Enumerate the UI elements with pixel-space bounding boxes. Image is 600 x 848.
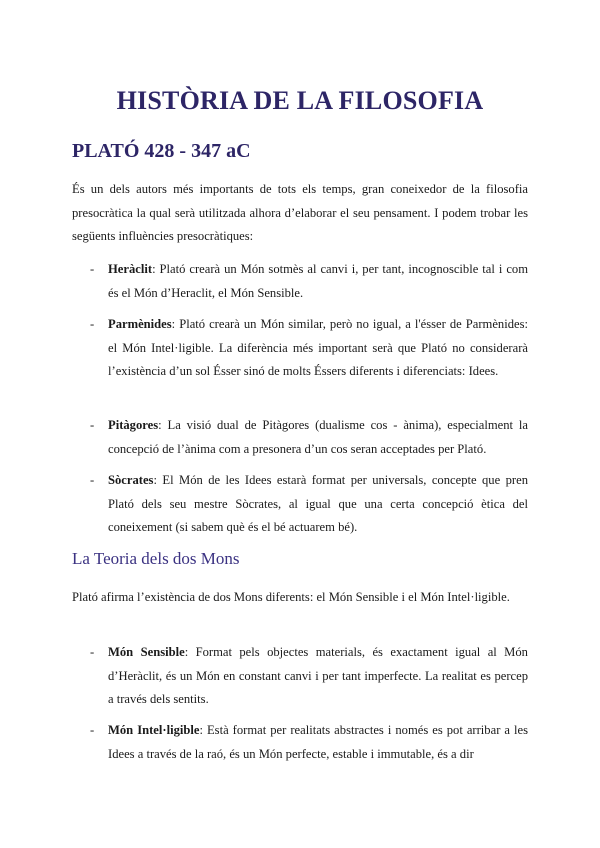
list-item-mon-intelligible bbox=[90, 719, 528, 766]
term-description: : Està format per realitats abstractes i només es pot arribar a les Idees a través de la raó, és un Món perfecte, estable i immutable, és a dir bbox=[108, 723, 528, 761]
list-item-heraclit bbox=[90, 258, 528, 305]
term-description: : Plató crearà un Món sotmès al canvi i, per tant, incognoscible tal i com és el Món d’Heraclit, el Món Sensible. bbox=[108, 262, 528, 300]
list-item-mon-sensible bbox=[90, 641, 528, 712]
list-dash: - bbox=[90, 723, 95, 737]
term-description: : Format pels objectes materials, és exactament igual al Món d’Heràclit, és un Món en constant canvi i per tant imperfecte. La realitat es percep a través dels sentits. bbox=[108, 645, 528, 706]
document-title: HISTÒRIA DE LA FILOSOFIA bbox=[116, 86, 484, 115]
list-dash: - bbox=[90, 418, 95, 432]
subsection-heading: La Teoria dels dos Mons bbox=[72, 549, 240, 568]
term: Pitàgores bbox=[108, 418, 159, 432]
term: Parmènides bbox=[108, 317, 172, 331]
list-item-parmenides bbox=[90, 313, 528, 384]
list-dash: - bbox=[90, 645, 95, 659]
list-dash: - bbox=[90, 473, 95, 487]
list-dash: - bbox=[90, 262, 95, 276]
intro-paragraph: És un dels autors més importants de tots els temps, gran coneixedor de la filosofia presocràtica la qual serà utilitzada alhora d’elaborar el seu pensament. I podem trobar les següents influències presocràtiques: bbox=[72, 182, 528, 243]
term: Heràclit bbox=[108, 262, 153, 276]
worlds-intro-paragraph: Plató afirma l’existència de dos Mons diferents: el Món Sensible i el Món Intel·ligible. bbox=[72, 590, 510, 604]
list-dash: - bbox=[90, 317, 95, 331]
term-description: : La visió dual de Pitàgores (dualisme cos - ànima), especialment la concepció de l’ànima com a presonera d’un cos seran acceptades per Plató. bbox=[108, 418, 528, 456]
section-heading: PLATÓ 428 - 347 aC bbox=[72, 140, 251, 162]
term: Món Intel·ligible bbox=[108, 723, 200, 737]
term-description: : El Món de les Idees estarà format per universals, concepte que pren Plató dels seu mestre Sòcrates, al igual que una certa concepció ètica del coneixement (si sabem què és el bé actuarem bé). bbox=[108, 473, 528, 534]
term: Món Sensible bbox=[108, 645, 185, 659]
list-item-pitagores bbox=[90, 414, 528, 461]
term-description: : Plató crearà un Món similar, però no igual, a l'ésser de Parmènides: el Món Intel·ligible. La diferència més important serà que Plató no considerarà l’existència d’un sol Ésser sinó de molts Éssers diferents i diferenciats: Idees. bbox=[108, 317, 528, 378]
term: Sòcrates bbox=[108, 473, 154, 487]
list-item-socrates bbox=[90, 469, 528, 540]
